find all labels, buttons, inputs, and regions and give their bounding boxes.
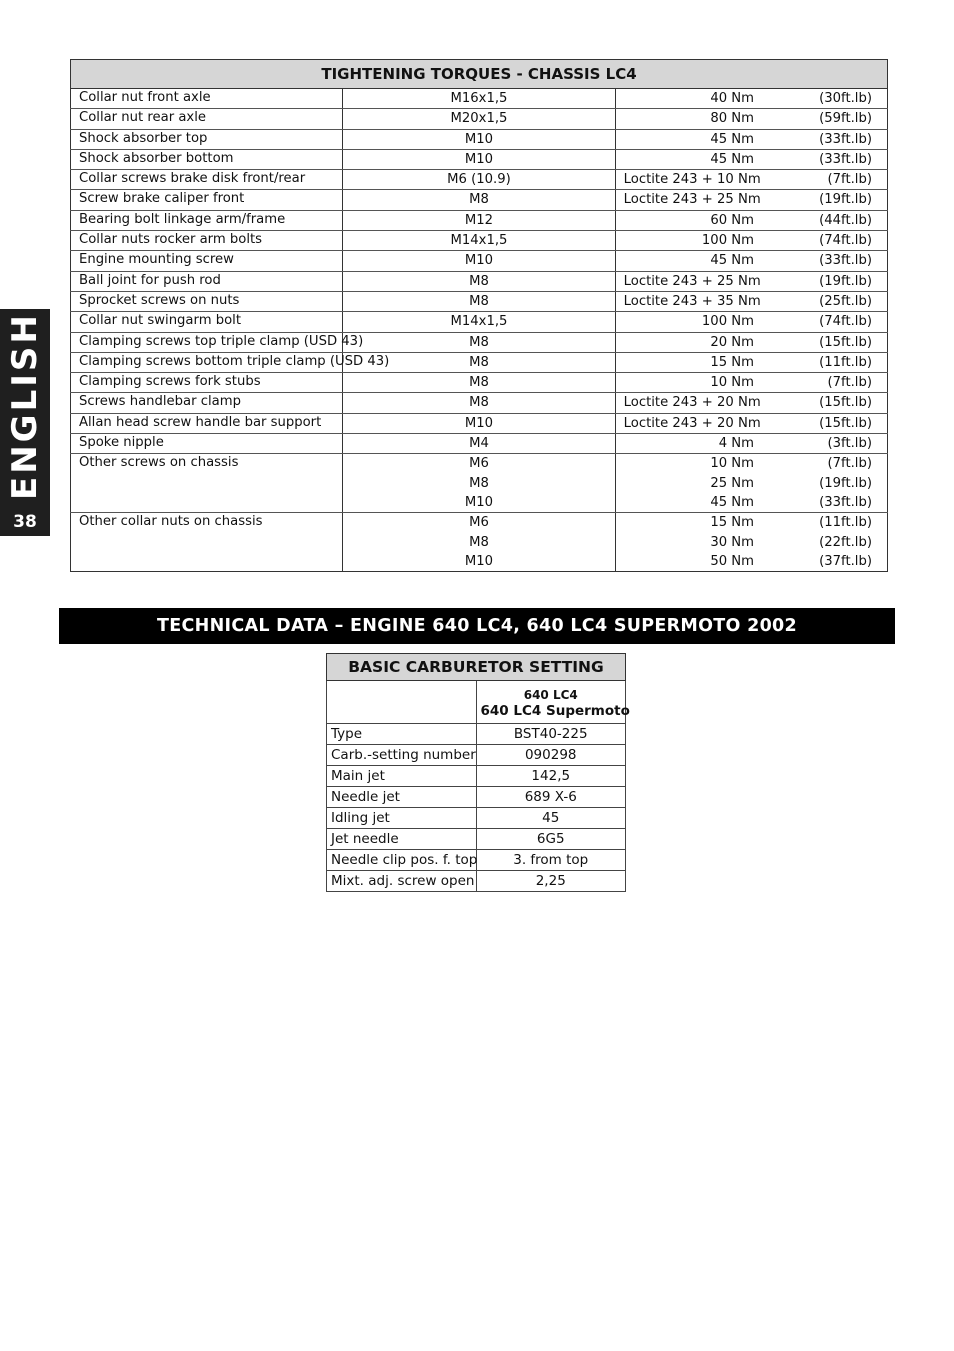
carburetor-value: 689 X-6 (476, 787, 626, 808)
torque-value-cell (615, 210, 887, 230)
torque-description: Spoke nipple (71, 434, 343, 454)
torque-thread-cell (343, 190, 615, 210)
torque-line (624, 552, 872, 571)
torque-value-cell (615, 413, 887, 433)
thread-size: M8 (469, 273, 489, 289)
torque-table-title: TIGHTENING TORQUES - CHASSIS LC4 (71, 60, 888, 89)
torque-description: Shock absorber bottom (71, 149, 343, 169)
torque-nm: 15 Nm (710, 515, 754, 531)
torque-line (624, 251, 872, 270)
torque-description: Clamping screws bottom triple clamp (USD 43) (71, 352, 343, 372)
torque-value-cell (615, 393, 887, 413)
torque-ftlb: (7ft.lb) (827, 172, 872, 188)
carburetor-table-title: BASIC CARBURETOR SETTING (327, 654, 626, 681)
torque-line (624, 292, 872, 311)
thread-size: M8 (469, 192, 489, 208)
model-line-2: 640 LC4 Supermoto (480, 703, 630, 719)
torque-nm: 4 Nm (718, 436, 754, 452)
torque-description: Clamping screws top triple clamp (USD 43) (71, 332, 343, 352)
model-line-1: 640 LC4 (523, 688, 578, 702)
torque-nm: 45 Nm (710, 253, 754, 269)
torque-row (71, 149, 888, 169)
torque-row (71, 413, 888, 433)
thread-size: M14x1,5 (450, 314, 508, 330)
torque-line (624, 513, 872, 532)
carburetor-row (327, 724, 626, 745)
thread-size: M8 (469, 395, 489, 411)
torque-ftlb: (74ft.lb) (819, 314, 872, 330)
torque-line (624, 353, 872, 372)
torque-nm: 45 Nm (710, 131, 754, 147)
torque-line (624, 190, 872, 209)
carburetor-model-row (327, 681, 626, 724)
torque-nm: Loctite 243 + 25 Nm (623, 192, 761, 208)
thread-size: M10 (464, 131, 494, 147)
carburetor-value: 6G5 (476, 829, 626, 850)
page-number: 38 (13, 512, 37, 532)
thread-size: M8 (469, 334, 489, 350)
torque-ftlb: (11ft.lb) (819, 515, 872, 531)
torque-row (71, 231, 888, 251)
torque-ftlb: (33ft.lb) (819, 494, 872, 510)
torque-nm: 40 Nm (710, 91, 754, 106)
torque-thread-cell (343, 373, 615, 393)
torque-description: Clamping screws fork stubs (71, 373, 343, 393)
torque-ftlb: (59ft.lb) (819, 111, 872, 127)
torque-value-cell (615, 332, 887, 352)
carburetor-row (327, 787, 626, 808)
thread-size: M20x1,5 (450, 111, 508, 127)
torque-row (71, 332, 888, 352)
torque-ftlb: (25ft.lb) (819, 293, 872, 309)
torque-value-cell (615, 89, 887, 109)
torque-value-cell (615, 109, 887, 129)
torque-row (71, 129, 888, 149)
torque-row (71, 291, 888, 311)
torque-row (71, 393, 888, 413)
carburetor-table (326, 653, 630, 892)
torque-row (71, 454, 888, 513)
carburetor-row (327, 745, 626, 766)
torque-ftlb: (11ft.lb) (819, 354, 872, 370)
carburetor-label: Idling jet (327, 808, 477, 829)
torque-thread-cell (343, 393, 615, 413)
torque-ftlb: (44ft.lb) (819, 212, 872, 228)
torque-description: Collar nuts rocker arm bolts (71, 231, 343, 251)
carburetor-label: Needle jet (327, 787, 477, 808)
torque-thread-cell (343, 454, 615, 513)
torque-value-cell (615, 373, 887, 393)
thread-size: M6 (469, 456, 489, 472)
torque-ftlb: (30ft.lb) (819, 91, 872, 106)
torque-thread-cell (343, 129, 615, 149)
torque-row (71, 352, 888, 372)
torque-nm: 100 Nm (701, 233, 754, 249)
torque-nm: Loctite 243 + 20 Nm (623, 395, 761, 411)
torque-row (71, 312, 888, 332)
carburetor-label: Type (327, 724, 477, 745)
torque-nm: 10 Nm (710, 375, 754, 391)
torque-thread-cell (343, 109, 615, 129)
carburetor-model-cell (476, 681, 630, 724)
torque-value-cell (615, 129, 887, 149)
torque-description: Ball joint for push rod (71, 271, 343, 291)
torque-value-cell (615, 312, 887, 332)
torque-value-cell (615, 190, 887, 210)
carburetor-value: 2,25 (476, 871, 626, 892)
torque-description: Collar nut front axle (71, 89, 343, 109)
torque-thread-cell (343, 332, 615, 352)
torque-line (624, 211, 872, 230)
carburetor-row (327, 850, 626, 871)
carburetor-label: Needle clip pos. f. top (327, 850, 477, 871)
carburetor-row (327, 829, 626, 850)
torque-ftlb: (19ft.lb) (819, 273, 872, 289)
torque-line (624, 533, 872, 552)
torque-thread-cell (343, 271, 615, 291)
carburetor-value: BST40-225 (476, 724, 626, 745)
torque-thread-cell (343, 170, 615, 190)
torque-nm: 25 Nm (710, 475, 754, 491)
thread-size: M8 (469, 534, 489, 550)
torque-description: Shock absorber top (71, 129, 343, 149)
torque-row (71, 170, 888, 190)
torque-line (624, 272, 872, 291)
torque-nm: 10 Nm (710, 456, 754, 472)
thread-size: M12 (464, 212, 494, 228)
torque-description: Screws handlebar clamp (71, 393, 343, 413)
torque-ftlb: (15ft.lb) (819, 415, 872, 431)
torque-row (71, 513, 888, 572)
torque-description: Sprocket screws on nuts (71, 291, 343, 311)
torque-description: Bearing bolt linkage arm/frame (71, 210, 343, 230)
carburetor-model-blank (327, 681, 477, 724)
torque-thread-cell (343, 413, 615, 433)
torque-row (71, 373, 888, 393)
carburetor-table-body (327, 681, 630, 892)
torque-description: Collar nut rear axle (71, 109, 343, 129)
thread-size: M8 (469, 475, 489, 491)
language-side-tab (0, 309, 50, 536)
thread-size: M4 (469, 436, 489, 452)
torque-line (624, 474, 872, 493)
carburetor-row (327, 808, 626, 829)
torque-thread-cell (343, 251, 615, 271)
torque-nm: 80 Nm (710, 111, 754, 127)
torque-line (624, 130, 872, 149)
torque-nm: 45 Nm (710, 151, 754, 167)
torque-ftlb: (22ft.lb) (819, 534, 872, 550)
torque-ftlb: (19ft.lb) (819, 192, 872, 208)
thread-size: M10 (464, 151, 494, 167)
torque-line (624, 170, 872, 189)
thread-size: M10 (464, 553, 494, 569)
torque-thread-cell (343, 291, 615, 311)
torque-value-cell (615, 434, 887, 454)
torque-nm: Loctite 243 + 10 Nm (623, 172, 761, 188)
torque-thread-cell (343, 312, 615, 332)
torque-row (71, 190, 888, 210)
torque-thread-cell (343, 231, 615, 251)
torque-ftlb: (33ft.lb) (819, 253, 872, 269)
torque-row (71, 271, 888, 291)
torque-nm: Loctite 243 + 25 Nm (623, 273, 761, 289)
carburetor-value: 090298 (476, 745, 626, 766)
torque-row (71, 251, 888, 271)
thread-size: M14x1,5 (450, 233, 508, 249)
carburetor-label: Main jet (327, 766, 477, 787)
carburetor-label: Carb.-setting number (327, 745, 477, 766)
torque-description: Other screws on chassis (71, 454, 343, 513)
thread-size: M16x1,5 (450, 91, 508, 106)
torque-ftlb: (37ft.lb) (819, 553, 872, 569)
thread-size: M8 (469, 354, 489, 370)
torque-line (624, 333, 872, 352)
torque-ftlb: (3ft.lb) (827, 436, 872, 452)
torque-ftlb: (74ft.lb) (819, 233, 872, 249)
thread-size: M8 (469, 375, 489, 391)
torque-description: Allan head screw handle bar support (71, 413, 343, 433)
torque-ftlb: (7ft.lb) (827, 456, 872, 472)
torque-row (71, 109, 888, 129)
section-banner: TECHNICAL DATA – ENGINE 640 LC4, 640 LC4 SUPERMOTO 2002 (59, 608, 895, 644)
carburetor-row (327, 871, 626, 892)
carburetor-value: 3. from top (476, 850, 626, 871)
torque-description: Screw brake caliper front (71, 190, 343, 210)
torque-value-cell (615, 231, 887, 251)
torque-description: Engine mounting screw (71, 251, 343, 271)
torque-line (624, 454, 872, 473)
torque-row (71, 210, 888, 230)
torque-line (624, 109, 872, 128)
torque-ftlb: (15ft.lb) (819, 334, 872, 350)
torque-description: Collar screws brake disk front/rear (71, 170, 343, 190)
thread-size: M10 (464, 415, 494, 431)
torque-line (624, 231, 872, 250)
torque-thread-cell (343, 89, 615, 109)
torque-value-cell (615, 149, 887, 169)
torque-value-cell (615, 291, 887, 311)
torque-nm: 100 Nm (701, 314, 754, 330)
torque-line (624, 493, 872, 512)
thread-size: M10 (464, 494, 494, 510)
torque-value-cell (615, 352, 887, 372)
torque-line (624, 312, 872, 331)
torque-nm: 50 Nm (710, 553, 754, 569)
thread-size: M10 (464, 253, 494, 269)
torque-description: Other collar nuts on chassis (71, 513, 343, 572)
torque-ftlb: (15ft.lb) (819, 395, 872, 411)
carburetor-row (327, 766, 626, 787)
torque-table-body (71, 89, 888, 572)
torque-ftlb: (19ft.lb) (819, 475, 872, 491)
torque-thread-cell (343, 149, 615, 169)
torque-ftlb: (33ft.lb) (819, 151, 872, 167)
torque-nm: 15 Nm (710, 354, 754, 370)
torque-nm: Loctite 243 + 35 Nm (623, 293, 761, 309)
carburetor-value: 45 (476, 808, 626, 829)
thread-size: M6 (10.9) (447, 172, 511, 188)
torque-line (624, 434, 872, 453)
torque-nm: Loctite 243 + 20 Nm (623, 415, 761, 431)
torque-nm: 45 Nm (710, 494, 754, 510)
torque-nm: 60 Nm (710, 212, 754, 228)
carburetor-label: Mixt. adj. screw open (327, 871, 477, 892)
torque-ftlb: (33ft.lb) (819, 131, 872, 147)
torque-value-cell (615, 251, 887, 271)
thread-size: M8 (469, 293, 489, 309)
torque-line (624, 89, 872, 108)
torque-value-cell (615, 454, 887, 513)
torque-nm: 20 Nm (710, 334, 754, 350)
torque-value-cell (615, 271, 887, 291)
torque-line (624, 414, 872, 433)
torque-description: Collar nut swingarm bolt (71, 312, 343, 332)
carburetor-value: 142,5 (476, 766, 626, 787)
torque-line (624, 393, 872, 412)
torque-value-cell (615, 513, 887, 572)
language-label: ENGLISH (5, 312, 45, 501)
torque-table (70, 59, 888, 572)
torque-row (71, 89, 888, 109)
torque-nm: 30 Nm (710, 534, 754, 550)
torque-thread-cell (343, 513, 615, 572)
torque-line (624, 373, 872, 392)
torque-value-cell (615, 170, 887, 190)
torque-line (624, 150, 872, 169)
thread-size: M6 (469, 515, 489, 531)
carburetor-label: Jet needle (327, 829, 477, 850)
torque-thread-cell (343, 434, 615, 454)
torque-row (71, 434, 888, 454)
torque-thread-cell (343, 210, 615, 230)
torque-ftlb: (7ft.lb) (827, 375, 872, 391)
